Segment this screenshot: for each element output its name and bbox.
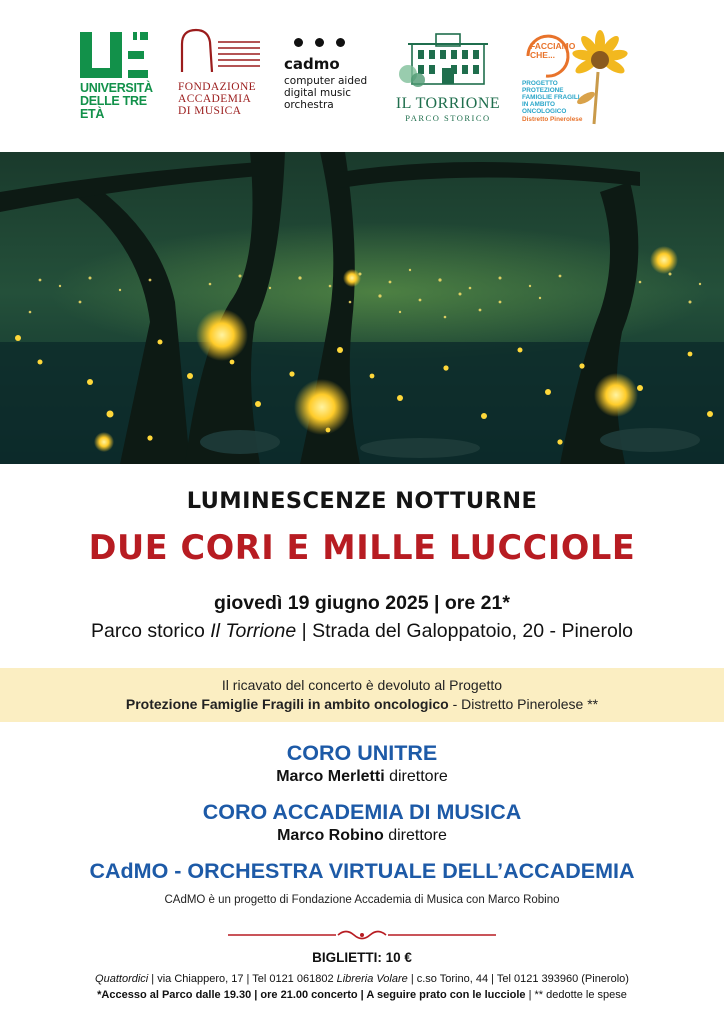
event-kicker: LUMINESCENZE NOTTURNE: [186, 488, 538, 514]
event-headline: DUE CORI E MILLE LUCCIOLE: [88, 528, 636, 567]
fondazione-arch-icon: [178, 28, 262, 72]
outlet-2-name: Libreria Volare: [336, 973, 408, 985]
unitre-ue-mark-icon: [80, 30, 154, 82]
access-times: *Accesso al Parco dalle 19.30 | ore 21.00 concerto | A seguire prato con le lucciole: [97, 989, 526, 1001]
fondazione-accademia-logo: [178, 28, 264, 118]
cadmo-logo: [284, 38, 380, 118]
venue-prefix: Parco storico: [91, 620, 211, 642]
unitre-logo: [80, 30, 154, 120]
facciamo-che-title: FACCIAMO CHE...: [530, 41, 576, 60]
director-unitre: [0, 768, 724, 786]
cadmo-logo-subtitle: computer aided digital music orchestra: [284, 75, 368, 111]
ticket-price: BIGLIETTI: 10 €: [312, 950, 412, 965]
facciamo-che-project-text: PROGETTO PROTEZIONE FAMIGLIE FRAGILI IN AMBITO ONCOLOGICO: [522, 80, 580, 115]
choir-accademia-title: CORO ACCADEMIA DI MUSICA: [202, 800, 522, 824]
event-venue: [0, 620, 724, 643]
benefit-band: [0, 668, 724, 722]
cadmo-dots-icon: [294, 38, 380, 47]
director-accademia-name: Marco Robino: [277, 827, 384, 844]
fireflies-illustration: [0, 152, 724, 464]
torrione-building-icon: [398, 30, 498, 88]
partner-logos-bar: [0, 0, 724, 152]
expenses-note: | ** dedotte le spese: [525, 989, 627, 1001]
outlet-1-name: Quattordici: [95, 973, 149, 985]
benefit-line: Il ricavato del concerto è devoluto al Progetto: [221, 677, 503, 693]
director-unitre-name: Marco Merletti: [276, 768, 385, 785]
venue-name: Il Torrione: [210, 620, 297, 642]
outlet-2-address: | c.so Torino, 44 | Tel 0121 393960 (Pinerolo): [407, 973, 629, 985]
event-date: giovedì 19 giugno 2025 | ore 21*: [214, 592, 510, 614]
torrione-logo-title: IL TORRIONE: [395, 95, 501, 112]
benefit-project-line: [0, 695, 724, 714]
choir-unitre-title: CORO UNITRE: [286, 741, 438, 765]
ornamental-divider-icon: [228, 928, 496, 942]
torrione-logo-subtitle: PARCO STORICO: [405, 113, 491, 123]
ticket-outlets: [0, 973, 724, 985]
benefit-project-name: Protezione Famiglie Fragili in ambito oncologico: [125, 696, 449, 712]
fireflies-forest-photo: [0, 152, 724, 464]
outlet-1-address: | via Chiappero, 17 | Tel 0121 061802: [148, 973, 337, 985]
il-torrione-logo: [386, 30, 510, 126]
cadmo-project-note: CAdMO è un progetto di Fondazione Accademia di Musica con Marco Robino: [164, 894, 560, 906]
director-accademia: [0, 827, 724, 845]
orchestra-title: CAdMO - ORCHESTRA VIRTUALE DELL’ACCADEMIA: [89, 859, 635, 883]
unitre-logo-text: UNIVERSITÀ DELLE TRE ETÀ: [80, 81, 153, 121]
fondazione-logo-text: FONDAZIONE ACCADEMIA DI MUSICA: [178, 81, 257, 117]
cadmo-logo-name: cadmo: [284, 55, 340, 73]
access-info: [0, 989, 724, 1001]
benefit-district: - Distretto Pinerolese **: [448, 696, 599, 712]
facciamo-che-district: Distretto Pinerolese: [522, 116, 583, 123]
venue-suffix: | Strada del Galoppatoio, 20 - Pinerolo: [296, 620, 633, 642]
director-accademia-role: direttore: [383, 827, 447, 844]
facciamo-che-logo: [520, 28, 630, 128]
director-unitre-role: direttore: [384, 768, 448, 785]
